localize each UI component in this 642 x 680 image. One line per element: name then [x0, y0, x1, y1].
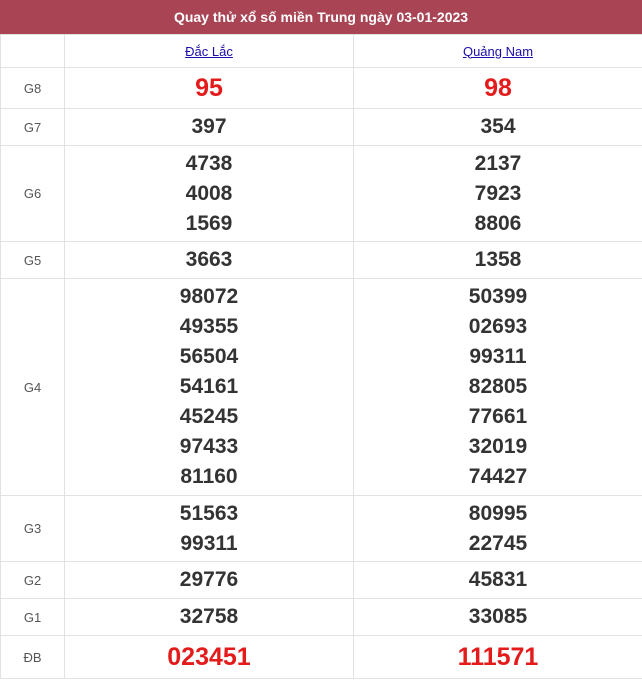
prize-row-g8 [1, 68, 642, 109]
prize-number: 51563 [179, 501, 239, 525]
prize-number: 77661 [468, 405, 528, 428]
prize-row-g1 [1, 599, 642, 636]
prize-label: G7 [1, 109, 65, 146]
prize-number: 82805 [468, 375, 528, 398]
prize-row-g7 [1, 109, 642, 146]
prize-number: 4008 [185, 181, 233, 205]
prize-number: 98 [484, 74, 512, 102]
prize-number: 98072 [179, 285, 239, 308]
prize-label: G4 [1, 279, 65, 496]
prize-number: 80995 [468, 501, 528, 525]
prize-number: 54161 [179, 375, 239, 398]
prize-number: 95 [195, 74, 223, 102]
page-title: Quay thử xổ số miền Trung ngày 03-01-2023 [0, 0, 642, 34]
prize-number: 74427 [468, 465, 528, 488]
prize-row-g3 [1, 496, 642, 562]
prize-row-special [1, 636, 642, 679]
prize-label: G5 [1, 242, 65, 279]
results-table [0, 34, 642, 679]
prize-label: ĐB [1, 636, 65, 679]
prize-row-g5 [1, 242, 642, 279]
prize-number: 45831 [468, 568, 528, 591]
prize-number: 32758 [179, 605, 239, 628]
prize-label: G1 [1, 599, 65, 636]
prize-number: 3663 [185, 248, 233, 271]
prize-number: 99311 [469, 345, 527, 368]
prize-number: 354 [480, 115, 516, 138]
province-link-dac-lac[interactable]: Đắc Lắc [185, 43, 233, 59]
prize-number: 2137 [474, 151, 522, 175]
province-link-quang-nam[interactable]: Quảng Nam [462, 43, 534, 59]
jackpot-number: 111571 [457, 643, 539, 671]
prize-number: 4738 [185, 151, 233, 175]
prize-number: 97433 [179, 435, 239, 458]
prize-number: 29776 [179, 568, 239, 591]
prize-number: 33085 [468, 605, 528, 628]
prize-number: 50399 [468, 285, 528, 308]
prize-label: G2 [1, 562, 65, 599]
prize-row-g2 [1, 562, 642, 599]
prize-number: 22745 [468, 531, 528, 555]
prize-number: 1569 [185, 211, 233, 235]
prize-number: 32019 [468, 435, 528, 458]
prize-number: 56504 [179, 345, 239, 368]
province-header-row [1, 35, 642, 68]
prize-label: G8 [1, 68, 65, 109]
prize-number: 99311 [180, 531, 238, 555]
prize-number: 7923 [474, 181, 522, 205]
prize-number: 02693 [468, 315, 528, 338]
prize-number: 45245 [179, 405, 239, 428]
corner-cell [1, 35, 65, 68]
prize-label: G6 [1, 146, 65, 242]
jackpot-number: 023451 [167, 643, 251, 671]
prize-number: 1358 [474, 248, 522, 271]
prize-row-g6 [1, 146, 642, 242]
prize-number: 81160 [180, 465, 238, 488]
prize-label: G3 [1, 496, 65, 562]
prize-number: 49355 [179, 315, 239, 338]
prize-number: 397 [191, 115, 227, 138]
prize-row-g4 [1, 279, 642, 496]
prize-number: 8806 [474, 211, 522, 235]
